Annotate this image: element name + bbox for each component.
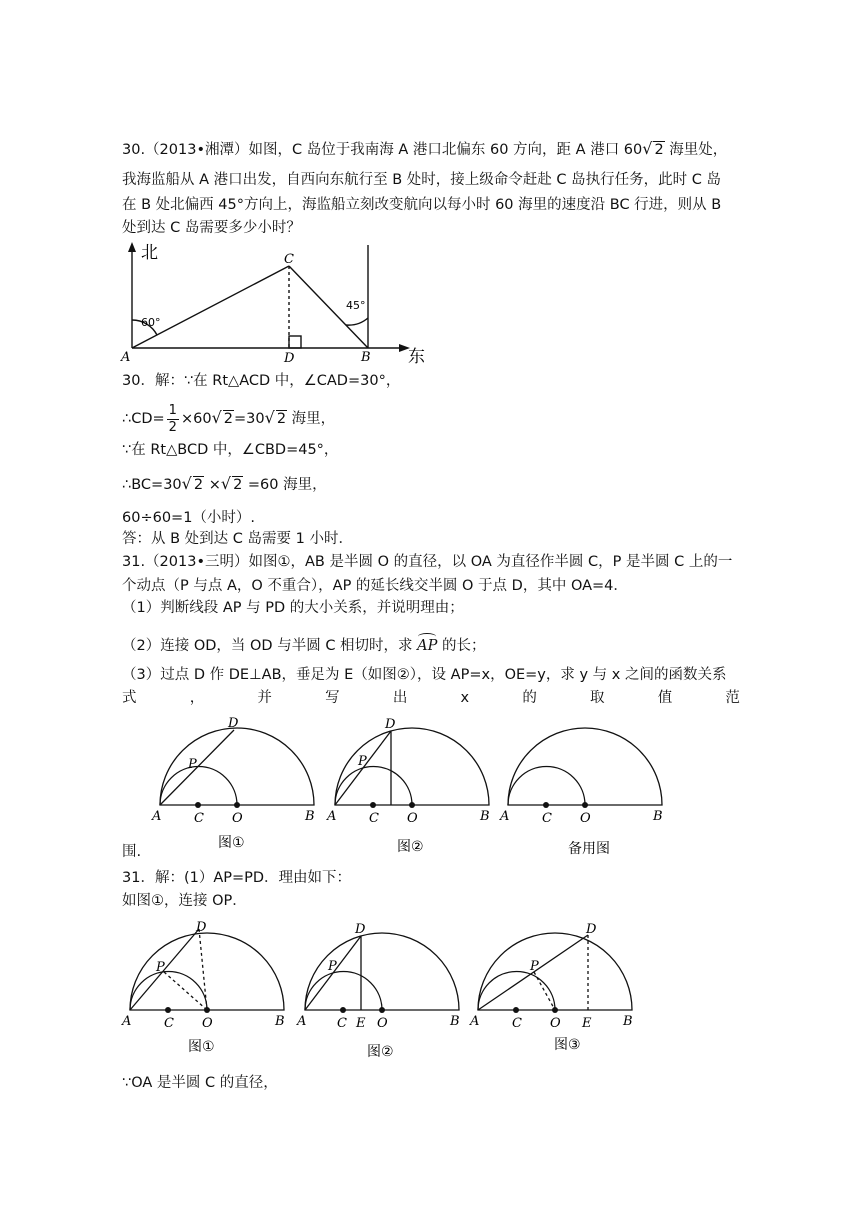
point-c-label: C <box>284 252 294 267</box>
q30-line-4: 处到达 C 岛需要多少小时？ <box>122 220 301 236</box>
svg-text:O: O <box>407 811 418 826</box>
sol31-line-2: 如图①，连接 OP． <box>122 893 247 909</box>
angle-45-label: 45° <box>346 299 366 312</box>
svg-text:O: O <box>550 1016 561 1031</box>
svg-text:O: O <box>377 1016 388 1031</box>
svg-text:D: D <box>355 922 366 937</box>
q30-line-1-text-b: 海里处， <box>669 142 728 158</box>
q31-figure-spare <box>498 710 678 860</box>
svg-text:P: P <box>328 959 337 974</box>
arc-symbol-icon <box>418 633 436 640</box>
q31-line-2: 个动点（P 与点 A，O 不重合），AP 的延长线交半圆 O 于点 D，其中 OA=4． <box>122 578 628 594</box>
q31-figure-1 <box>150 710 330 860</box>
svg-text:A: A <box>152 809 162 824</box>
q31-line-6: 式 ， 并 写 出 x 的 取 值 范 <box>122 690 740 706</box>
angle-60-label: 60° <box>141 316 161 329</box>
svg-text:P: P <box>358 754 367 769</box>
caption-fig2: 图② <box>397 839 424 855</box>
q30-figure <box>118 240 438 365</box>
svg-text:O: O <box>232 811 243 826</box>
svg-text:C: C <box>194 811 204 826</box>
sol31-line-3: ∵OA 是半圆 C 的直径， <box>122 1075 278 1091</box>
svg-text:B: B <box>450 1014 460 1029</box>
svg-text:E: E <box>356 1016 366 1031</box>
svg-text:D: D <box>586 922 597 937</box>
sol31-figure-1 <box>120 915 300 1065</box>
point-a-label: A <box>121 350 131 365</box>
q31-figure-2 <box>325 710 505 860</box>
sol30-line-1: 30．解：∵在 Rt△ACD 中，∠CAD=30°， <box>122 373 401 389</box>
sol30-line-3: ∵在 Rt△BCD 中，∠CBD=45°， <box>122 442 339 458</box>
svg-text:C: C <box>369 811 379 826</box>
east-label: 东 <box>408 347 425 365</box>
caption-sol-fig3: 图③ <box>554 1037 581 1053</box>
svg-text:A: A <box>327 809 337 824</box>
sol31-figure-3 <box>468 915 648 1065</box>
sol31-figure-2 <box>295 915 475 1065</box>
svg-text:C: C <box>164 1016 174 1031</box>
caption-sol-fig1: 图① <box>188 1039 215 1055</box>
svg-text:C: C <box>512 1016 522 1031</box>
sol31-line-1: 31．解：(1）AP=PD．理由如下： <box>122 870 352 886</box>
caption-spare: 备用图 <box>568 841 610 857</box>
caption-fig1: 图① <box>218 835 245 851</box>
svg-text:D: D <box>385 717 396 732</box>
fraction: $\frac{1}{2}$ <box>168 402 177 435</box>
svg-text:P: P <box>530 959 539 974</box>
sol30-line-5: 60÷60=1（小时）. <box>122 510 256 526</box>
sol30-line-2: ∴CD= $\frac{1}{2}$ ×60√ 2=30√ 2 海里， <box>122 402 336 435</box>
q31-line-4: （2）连接 OD，当 OD 与半圆 C 相切时，求 AP 的长； <box>122 636 486 656</box>
svg-text:D: D <box>228 716 239 731</box>
svg-text:B: B <box>275 1014 285 1029</box>
svg-text:E: E <box>582 1016 592 1031</box>
q31-line-3: （1）判断线段 AP 与 PD 的大小关系，并说明理由； <box>122 600 464 616</box>
q30-line-1-text-a: 30.（2013•湘潭）如图，C 岛位于我南海 A 港口北偏东 60 方向，距 A 港口 60 <box>122 142 643 158</box>
svg-text:C: C <box>542 811 552 826</box>
q31-line-5: （3）过点 D 作 DE⊥AB，垂足为 E（如图②），设 AP=x，OE=y，求 y 与 x 之间的函数关系 <box>122 667 727 683</box>
north-label: 北 <box>141 243 158 263</box>
q30-line-1-radicand: 2 <box>654 142 664 158</box>
svg-text:D: D <box>196 920 207 935</box>
sol30-answer: 答：从 B 处到达 C 岛需要 1 小时． <box>122 531 353 547</box>
svg-text:A: A <box>470 1014 480 1029</box>
q31-line-7: 围. <box>122 844 142 860</box>
svg-text:A: A <box>122 1014 132 1029</box>
svg-text:A: A <box>500 809 510 824</box>
arc-ap: AP <box>417 636 437 656</box>
caption-sol-fig2: 图② <box>367 1044 394 1060</box>
svg-text:O: O <box>202 1016 213 1031</box>
svg-text:P: P <box>156 960 165 975</box>
north-arrow-icon <box>128 242 136 252</box>
q30-line-1: 30.（2013•湘潭）如图，C 岛位于我南海 A 港口北偏东 60 方向，距 A 港口 60√ 2 海里处， <box>122 139 728 158</box>
svg-text:O: O <box>580 811 591 826</box>
svg-text:B: B <box>305 809 315 824</box>
svg-text:A: A <box>297 1014 307 1029</box>
svg-text:C: C <box>337 1016 347 1031</box>
q31-line-1: 31.（2013•三明）如图①，AB 是半圆 O 的直径，以 OA 为直径作半圆 C，P 是半圆 C 上的一 <box>122 554 733 570</box>
svg-text:B: B <box>653 809 663 824</box>
point-d-label: D <box>284 351 295 365</box>
point-b-label: B <box>361 350 371 365</box>
sol30-line-4: ∴BC=30√ 2 ×√ 2 =60 海里， <box>122 474 327 493</box>
svg-text:P: P <box>188 757 197 772</box>
q30-line-3: 在 B 处北偏西 45°方向上，海监船立刻改变航向以每小时 60 海里的速度沿 BC 行进，则从 B <box>122 197 722 213</box>
svg-text:B: B <box>480 809 490 824</box>
svg-text:B: B <box>623 1014 633 1029</box>
q30-line-2: 我海监船从 A 港口出发，自西向东航行至 B 处时，接上级命令赶赴 C 岛执行任务，此时 C 岛 <box>122 172 721 188</box>
